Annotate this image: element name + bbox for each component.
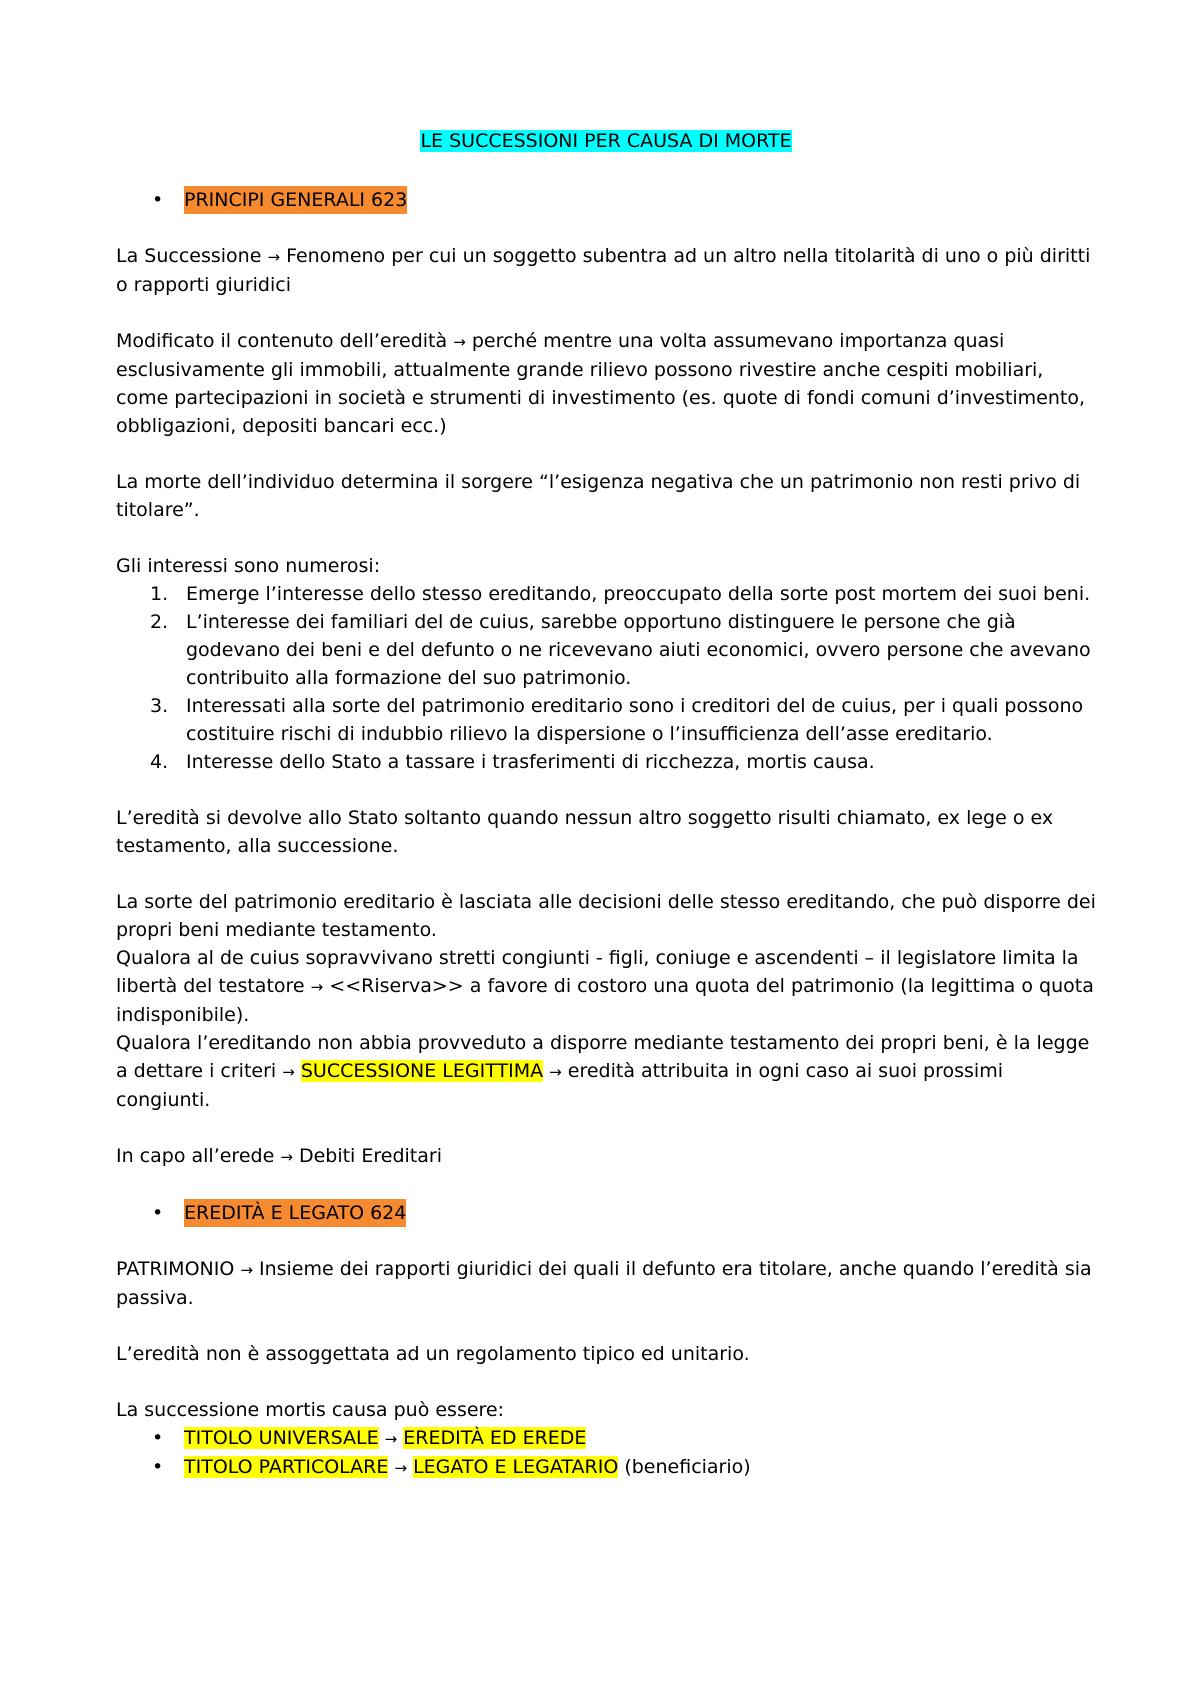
arrow-icon: → [282,1063,295,1081]
list-item-text: Interesse dello Stato a tassare i trasferimenti di ricchezza, mortis causa. [186,751,875,773]
list-item-titolo-particolare [116,1453,1096,1482]
term-label: PATRIMONIO [116,1258,235,1280]
paragraph-text: Fenomeno per cui un soggetto subentra ad un altro nella titolarità di uno o più diritti o rapporti giuridici [116,245,1091,296]
mortis-intro: La successione mortis causa può essere: [116,1399,505,1421]
highlight-left: TITOLO UNIVERSALE [184,1427,379,1449]
list-number: 2. [150,611,169,633]
paragraph-qualora-legittima [116,1029,1096,1114]
highlight-right: EREDITÀ ED EREDE [403,1427,587,1449]
list-item [116,580,1096,608]
highlight-right: LEGATO E LEGATARIO [413,1456,619,1478]
highlight-left: TITOLO PARTICOLARE [184,1456,389,1478]
list-item-text: L’interesse dei familiari del de cuius, sarebbe opportuno distinguere le persone che già godevano dei beni e del defunto o ne ricevevano aiuti economici, ovvero persone che avevano contribuito alla formazione del suo patrimonio. [186,611,1091,689]
list-item [116,608,1096,692]
arrow-icon: → [240,1261,253,1279]
paragraph-text: Qualora al de cuius sopravvivano stretti congiunti - figli, coniuge e ascendenti – il legislatore limita la libertà del testatore [116,947,1079,997]
bullet-icon: • [152,1202,164,1224]
paragraph-text: Debiti Ereditari [298,1145,442,1167]
suffix-text: (beneficiario) [624,1456,751,1478]
list-number: 3. [150,695,169,717]
paragraph-patrimonio [116,1255,1096,1312]
arrow-icon: → [280,1148,293,1166]
list-number: 4. [150,751,169,773]
list-item [116,748,1096,776]
paragraph-modificato [116,327,1096,440]
paragraph-text: perché mentre una volta assumevano importanza quasi esclusivamente gli immobili, attualmente grande rilievo possono rivestire anche cespiti mobiliari, come partecipazioni in società e strumenti di investimento (es. quote di fondi comuni d’investimento, obbligazioni, depositi bancari ecc.) [116,330,1086,437]
list-number: 1. [150,583,169,605]
paragraph-morte: La morte dell’individuo determina il sorgere “l’esigenza negativa che un patrimonio non resti privo di titolare”. [116,471,1081,521]
document-title-row [116,130,1096,158]
arrow-icon: → [267,248,281,266]
term-label: Modificato il contenuto dell’eredità [116,330,448,352]
interessi-list [116,580,1096,776]
arrow-icon: → [384,1430,398,1448]
paragraph-stato: L’eredità si devolve allo Stato soltanto quando nessun altro soggetto risulti chiamato, ex lege o ex testamento, alla successione. [116,807,1054,857]
bullet-icon: • [152,1456,164,1478]
section-heading-eredita [116,1199,1096,1227]
bullet-icon: • [152,189,164,211]
list-item-text: Emerge l’interesse dello stesso ereditando, preoccupato della sorte post mortem dei suoi beni. [186,583,1091,605]
arrow-icon: → [549,1063,562,1081]
highlight-successione-legittima: SUCCESSIONE LEGITTIMA [300,1060,544,1082]
section-heading-principi [116,186,1096,214]
paragraph-text: eredità attribuita in ogni caso ai suoi prossimi congiunti. [116,1060,1004,1111]
term-label: La Successione [116,245,262,267]
interessi-intro: Gli interessi sono numerosi: [116,555,381,577]
arrow-icon: → [310,978,324,996]
section-heading-text: PRINCIPI GENERALI 623 [184,186,407,214]
paragraph-sorte: La sorte del patrimonio ereditario è lasciata alle decisioni delle stesso ereditando, che può disporre dei propri beni mediante testamento. [116,891,1096,941]
list-item-text: Interessati alla sorte del patrimonio ereditario sono i creditori del de cuius, per i quali possono costituire rischi di indubbio rilievo la dispersione o l’insufficienza dell’asse ereditario. [186,695,1084,745]
arrow-icon: → [453,333,466,351]
paragraph-regolamento: L’eredità non è assoggettata ad un regolamento tipico ed unitario. [116,1343,750,1365]
paragraph-text: In capo all’erede [116,1145,275,1167]
paragraph-text: <<Riserva>> a favore di costoro una quota del patrimonio (la legittima o quota indisponibile). [116,975,1094,1026]
paragraph-debiti [116,1142,1096,1171]
list-item [116,692,1096,748]
document-page [116,130,1096,1482]
paragraph-text: Insieme dei rapporti giuridici dei quali il defunto era titolare, anche quando l’eredità sia passiva. [116,1258,1092,1309]
paragraph-text: Qualora l’ereditando non abbia provveduto a disporre mediante testamento dei propri beni, è la legge a dettare i criteri [116,1032,1090,1082]
section-heading-text: EREDITÀ E LEGATO 624 [184,1199,406,1227]
list-item-titolo-universale [116,1424,1096,1453]
bullet-icon: • [152,1427,164,1449]
paragraph-qualora-riserva [116,944,1096,1029]
arrow-icon: → [394,1459,408,1477]
paragraph-successione [116,242,1096,299]
document-title: LE SUCCESSIONI PER CAUSA DI MORTE [420,130,792,152]
